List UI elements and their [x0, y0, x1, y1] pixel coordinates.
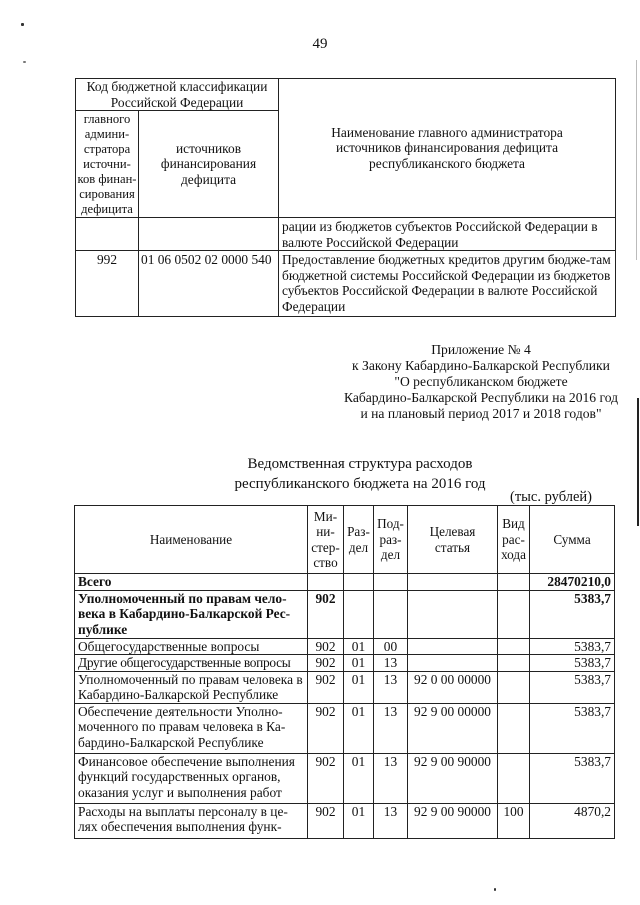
- cell-section: [344, 574, 374, 591]
- cell-amount: 28470210,0: [530, 574, 615, 591]
- scan-mark: [494, 888, 496, 891]
- cell-ministry: 902: [308, 753, 344, 803]
- cell-expense-type: [498, 655, 530, 672]
- cell-target: [408, 638, 498, 655]
- cell-ministry: 902: [308, 590, 344, 638]
- cell-target: 92 9 00 90000: [408, 753, 498, 803]
- departmental-expenses-table: [74, 505, 615, 839]
- table-row-total: [75, 574, 615, 591]
- header-budget-code-group: Код бюджетной классификации Российской Федерации: [76, 79, 279, 111]
- header-expense-type: Вид рас-хода: [498, 506, 530, 574]
- cell-admin: [76, 218, 139, 251]
- cell-name: Предоставление бюджетных кредитов другим бюдже-там бюджетной системы Российской Федерации из бюджетов субъектов Российской Федерации в валюте Российской Федерации: [279, 251, 616, 317]
- annex-line: Кабардино-Балкарской Республики на 2016 год: [343, 390, 619, 405]
- cell-subsection: 13: [374, 803, 408, 838]
- cell-section: 01: [344, 638, 374, 655]
- cell-expense-type: [498, 638, 530, 655]
- header-target: Целевая статья: [408, 506, 498, 574]
- cell-name: рации из бюджетов субъектов Российской Федерации в валюте Российской Федерации: [279, 218, 616, 251]
- header-subsection: Под-раз-дел: [374, 506, 408, 574]
- cell-name: Всего: [75, 574, 308, 591]
- table-row: [75, 703, 615, 753]
- table-row: [76, 218, 616, 251]
- cell-subsection: 00: [374, 638, 408, 655]
- cell-amount: 5383,7: [530, 638, 615, 655]
- header-chief-admin: главного админи-стратора источни-ков финан-сирования дефицита: [77, 111, 137, 216]
- financing-sources-table: [75, 78, 616, 317]
- header-name: Наименование: [75, 506, 308, 574]
- cell-section: 01: [344, 803, 374, 838]
- annex-line: "О республиканском бюджете: [394, 374, 568, 389]
- cell-target: [408, 590, 498, 638]
- cell-target: 92 9 00 90000: [408, 803, 498, 838]
- annex-reference: [320, 342, 640, 422]
- cell-ministry: 902: [308, 703, 344, 753]
- cell-expense-type: [498, 703, 530, 753]
- cell-name: Уполномоченный по правам чело-века в Кабардино-Балкарской Рес-публике: [75, 590, 308, 638]
- cell-subsection: [374, 574, 408, 591]
- units-label: (тыс. рублей): [510, 489, 592, 505]
- cell-expense-type: [498, 753, 530, 803]
- header-amount: Сумма: [530, 506, 615, 574]
- cell-subsection: 13: [374, 671, 408, 703]
- cell-name: Общегосударственные вопросы: [75, 638, 308, 655]
- cell-amount: 4870,2: [530, 803, 615, 838]
- cell-section: 01: [344, 655, 374, 672]
- cell-section: 01: [344, 703, 374, 753]
- cell-expense-type: [498, 590, 530, 638]
- cell-subsection: 13: [374, 753, 408, 803]
- cell-target: 92 0 00 00000: [408, 671, 498, 703]
- cell-expense-type: [498, 574, 530, 591]
- cell-ministry: 902: [308, 655, 344, 672]
- annex-line: Приложение № 4: [431, 342, 531, 357]
- cell-name: Расходы на выплаты персоналу в це-лях обеспечения выполнения функ-: [75, 803, 308, 838]
- cell-subsection: 13: [374, 703, 408, 753]
- header-admin-name: Наименование главного администратора источников финансирования дефицита республиканского бюджета: [279, 79, 616, 218]
- table-row: [75, 803, 615, 838]
- scan-mark: [23, 61, 26, 63]
- cell-name: Уполномоченный по правам человека в Кабардино-Балкарской Республике: [75, 671, 308, 703]
- cell-name: Обеспечение деятельности Уполно-моченного по правам человека в Ка-бардино-Балкарской Республике: [75, 703, 308, 753]
- table-row: [75, 655, 615, 672]
- cell-subsection: [374, 590, 408, 638]
- table-row: [75, 753, 615, 803]
- cell-expense-type: [498, 671, 530, 703]
- cell-amount: 5383,7: [530, 590, 615, 638]
- section-title: [200, 454, 520, 494]
- cell-name: Другие общегосударственные вопросы: [75, 655, 308, 672]
- cell-ministry: 902: [308, 671, 344, 703]
- cell-subsection: 13: [374, 655, 408, 672]
- header-ministry: Ми-ни-стер-ство: [308, 506, 344, 574]
- cell-amount: 5383,7: [530, 655, 615, 672]
- scan-edge-line: [636, 60, 637, 260]
- cell-section: [344, 590, 374, 638]
- cell-section: 01: [344, 671, 374, 703]
- cell-ministry: 902: [308, 638, 344, 655]
- table-row: [75, 671, 615, 703]
- title-line: Ведомственная структура расходов: [247, 456, 473, 472]
- cell-code: [139, 218, 279, 251]
- scan-mark: [21, 23, 24, 26]
- annex-line: к Закону Кабардино-Балкарской Республики: [352, 358, 610, 373]
- cell-name: Финансовое обеспечение выполнения функций государственных органов, оказания услуг и выполнения работ: [75, 753, 308, 803]
- cell-target: 92 9 00 00000: [408, 703, 498, 753]
- cell-amount: 5383,7: [530, 753, 615, 803]
- header-sources: источников финансирования дефицита: [139, 111, 279, 218]
- title-line: республиканского бюджета на 2016 год: [234, 476, 486, 492]
- table-row: [75, 590, 615, 638]
- annex-line: и на плановый период 2017 и 2018 годов": [360, 406, 602, 421]
- cell-amount: 5383,7: [530, 703, 615, 753]
- cell-expense-type: 100: [498, 803, 530, 838]
- cell-ministry: [308, 574, 344, 591]
- cell-admin: 992: [76, 251, 139, 317]
- cell-section: 01: [344, 753, 374, 803]
- table-row: [76, 251, 616, 317]
- cell-ministry: 902: [308, 803, 344, 838]
- cell-amount: 5383,7: [530, 671, 615, 703]
- header-section: Раз-дел: [344, 506, 374, 574]
- cell-code: 01 06 0502 02 0000 540: [139, 251, 279, 317]
- cell-target: [408, 574, 498, 591]
- cell-target: [408, 655, 498, 672]
- table-row: [75, 638, 615, 655]
- page-number: 49: [312, 36, 328, 52]
